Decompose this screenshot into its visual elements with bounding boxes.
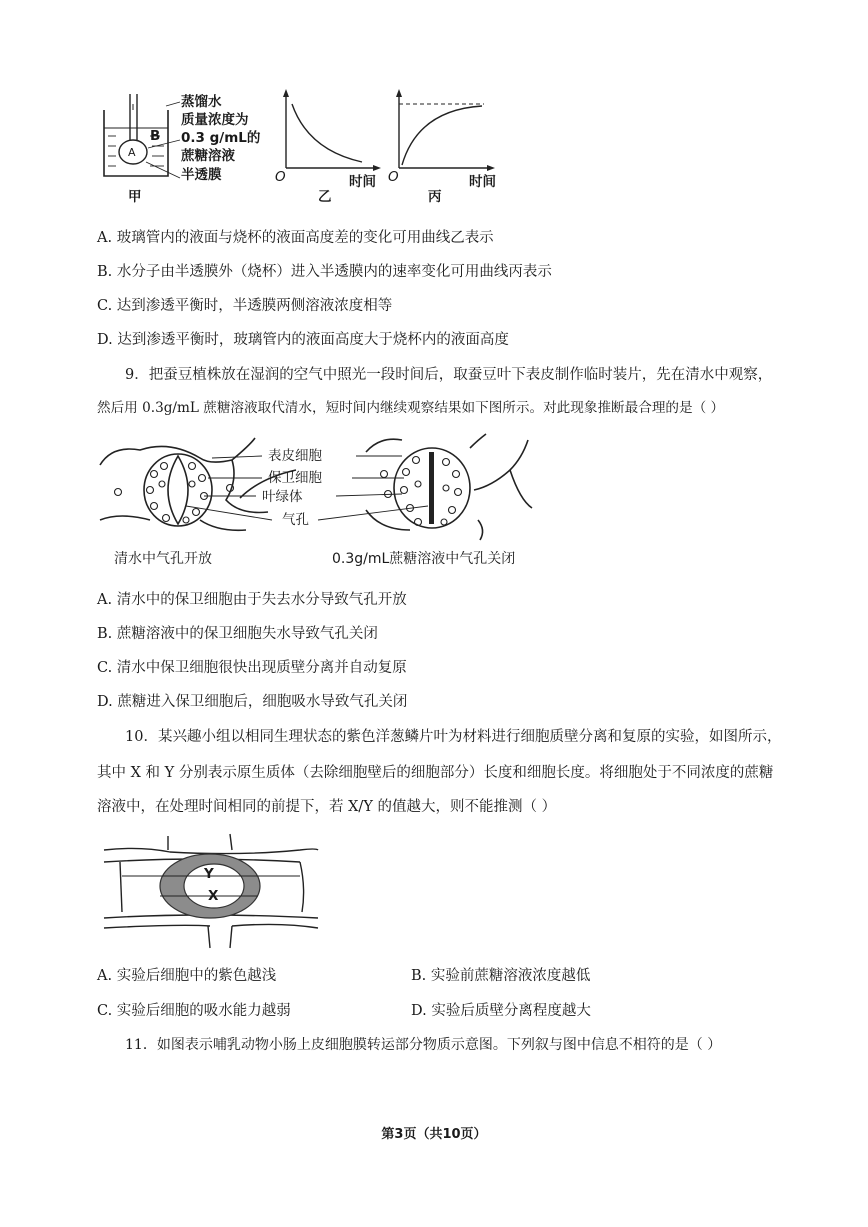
origin-yi: O xyxy=(275,169,286,185)
q9-option-d: D. 蔗糖进入保卫细胞后，细胞吸水导致气孔关闭 xyxy=(97,694,408,710)
q10-option-c: C. 实验后细胞的吸水能力越弱 xyxy=(97,1003,291,1019)
q10-option-d: D. 实验后质壁分离程度越大 xyxy=(411,1003,591,1019)
xaxis-yi: 时间 xyxy=(349,174,376,190)
label-jia: 甲 xyxy=(128,189,142,205)
caption-closed-stoma: 0.3g/mL蔗糖溶液中气孔关闭 xyxy=(332,551,516,567)
label-bing: 丙 xyxy=(428,189,442,205)
label-X: X xyxy=(208,888,219,904)
origin-bing: O xyxy=(388,169,399,185)
q10-stem-line-1: 10．某兴趣小组以相同生理状态的紫色洋葱鳞片叶为材料进行细胞质壁分离和复原的实验，如图所示， xyxy=(125,729,782,745)
legend-line-5: 半透膜 xyxy=(181,167,222,183)
label-Y: Y xyxy=(204,866,214,882)
legend-line-4: 蔗糖溶液 xyxy=(181,148,235,164)
label-stoma: 气孔 xyxy=(282,512,309,528)
label-A: A xyxy=(128,146,136,159)
label-yi: 乙 xyxy=(318,189,332,205)
caption-open-stoma: 清水中气孔开放 xyxy=(114,551,212,567)
q8-option-d: D. 达到渗透平衡时，玻璃管内的液面高度大于烧杯内的液面高度 xyxy=(97,332,509,348)
label-guard-cell: 保卫细胞 xyxy=(268,470,322,486)
label-B: B xyxy=(150,128,161,144)
q8-option-a: A. 玻璃管内的液面与烧杯的液面高度差的变化可用曲线乙表示 xyxy=(97,230,494,246)
q11-stem-line-1: 11．如图表示哺乳动物小肠上皮细胞膜转运部分物质示意图。下列叙与图中信息不相符的是（ ） xyxy=(125,1037,722,1053)
legend-line-1: 蒸馏水 xyxy=(181,94,222,110)
q9-stem-line-2: 然后用 0.3g/mL 蔗糖溶液取代清水，短时间内继续观察结果如下图所示。对此现象推断最合理的是（ ） xyxy=(97,400,725,416)
page-footer: 第3页（共10页） xyxy=(381,1127,487,1142)
q10-stem-line-3: 溶液中，在处理时间相同的前提下，若 X/Y 的值越大，则不能推测（ ） xyxy=(97,799,557,815)
q9-stem-line-1: 9．把蚕豆植株放在湿润的空气中照光一段时间后，取蚕豆叶下表皮制作临时装片，先在清水中观察， xyxy=(125,367,773,383)
label-chloroplast: 叶绿体 xyxy=(262,489,303,505)
xaxis-bing: 时间 xyxy=(469,174,496,190)
q8-option-c: C. 达到渗透平衡时，半透膜两侧溶液浓度相等 xyxy=(97,298,393,314)
q10-option-b: B. 实验前蔗糖溶液浓度越低 xyxy=(411,968,591,984)
q9-option-a: A. 清水中的保卫细胞由于失去水分导致气孔开放 xyxy=(97,592,407,608)
legend-line-2: 质量浓度为 xyxy=(181,112,249,128)
legend-line-3: 0.3 g/mL的 xyxy=(181,130,261,146)
q9-option-b: B. 蔗糖溶液中的保卫细胞失水导致气孔关闭 xyxy=(97,626,378,642)
q9-option-c: C. 清水中保卫细胞很快出现质壁分离并自动复原 xyxy=(97,660,407,676)
label-epidermis-cell: 表皮细胞 xyxy=(268,448,322,464)
q10-option-a: A. 实验后细胞中的紫色越浅 xyxy=(97,968,277,984)
q8-option-b: B. 水分子由半透膜外（烧杯）进入半透膜内的速率变化可用曲线丙表示 xyxy=(97,264,552,280)
q10-stem-line-2: 其中 X 和 Y 分别表示原生质体（去除细胞壁后的细胞部分）长度和细胞长度。将细胞处于不同浓度的蔗糖 xyxy=(97,765,774,781)
